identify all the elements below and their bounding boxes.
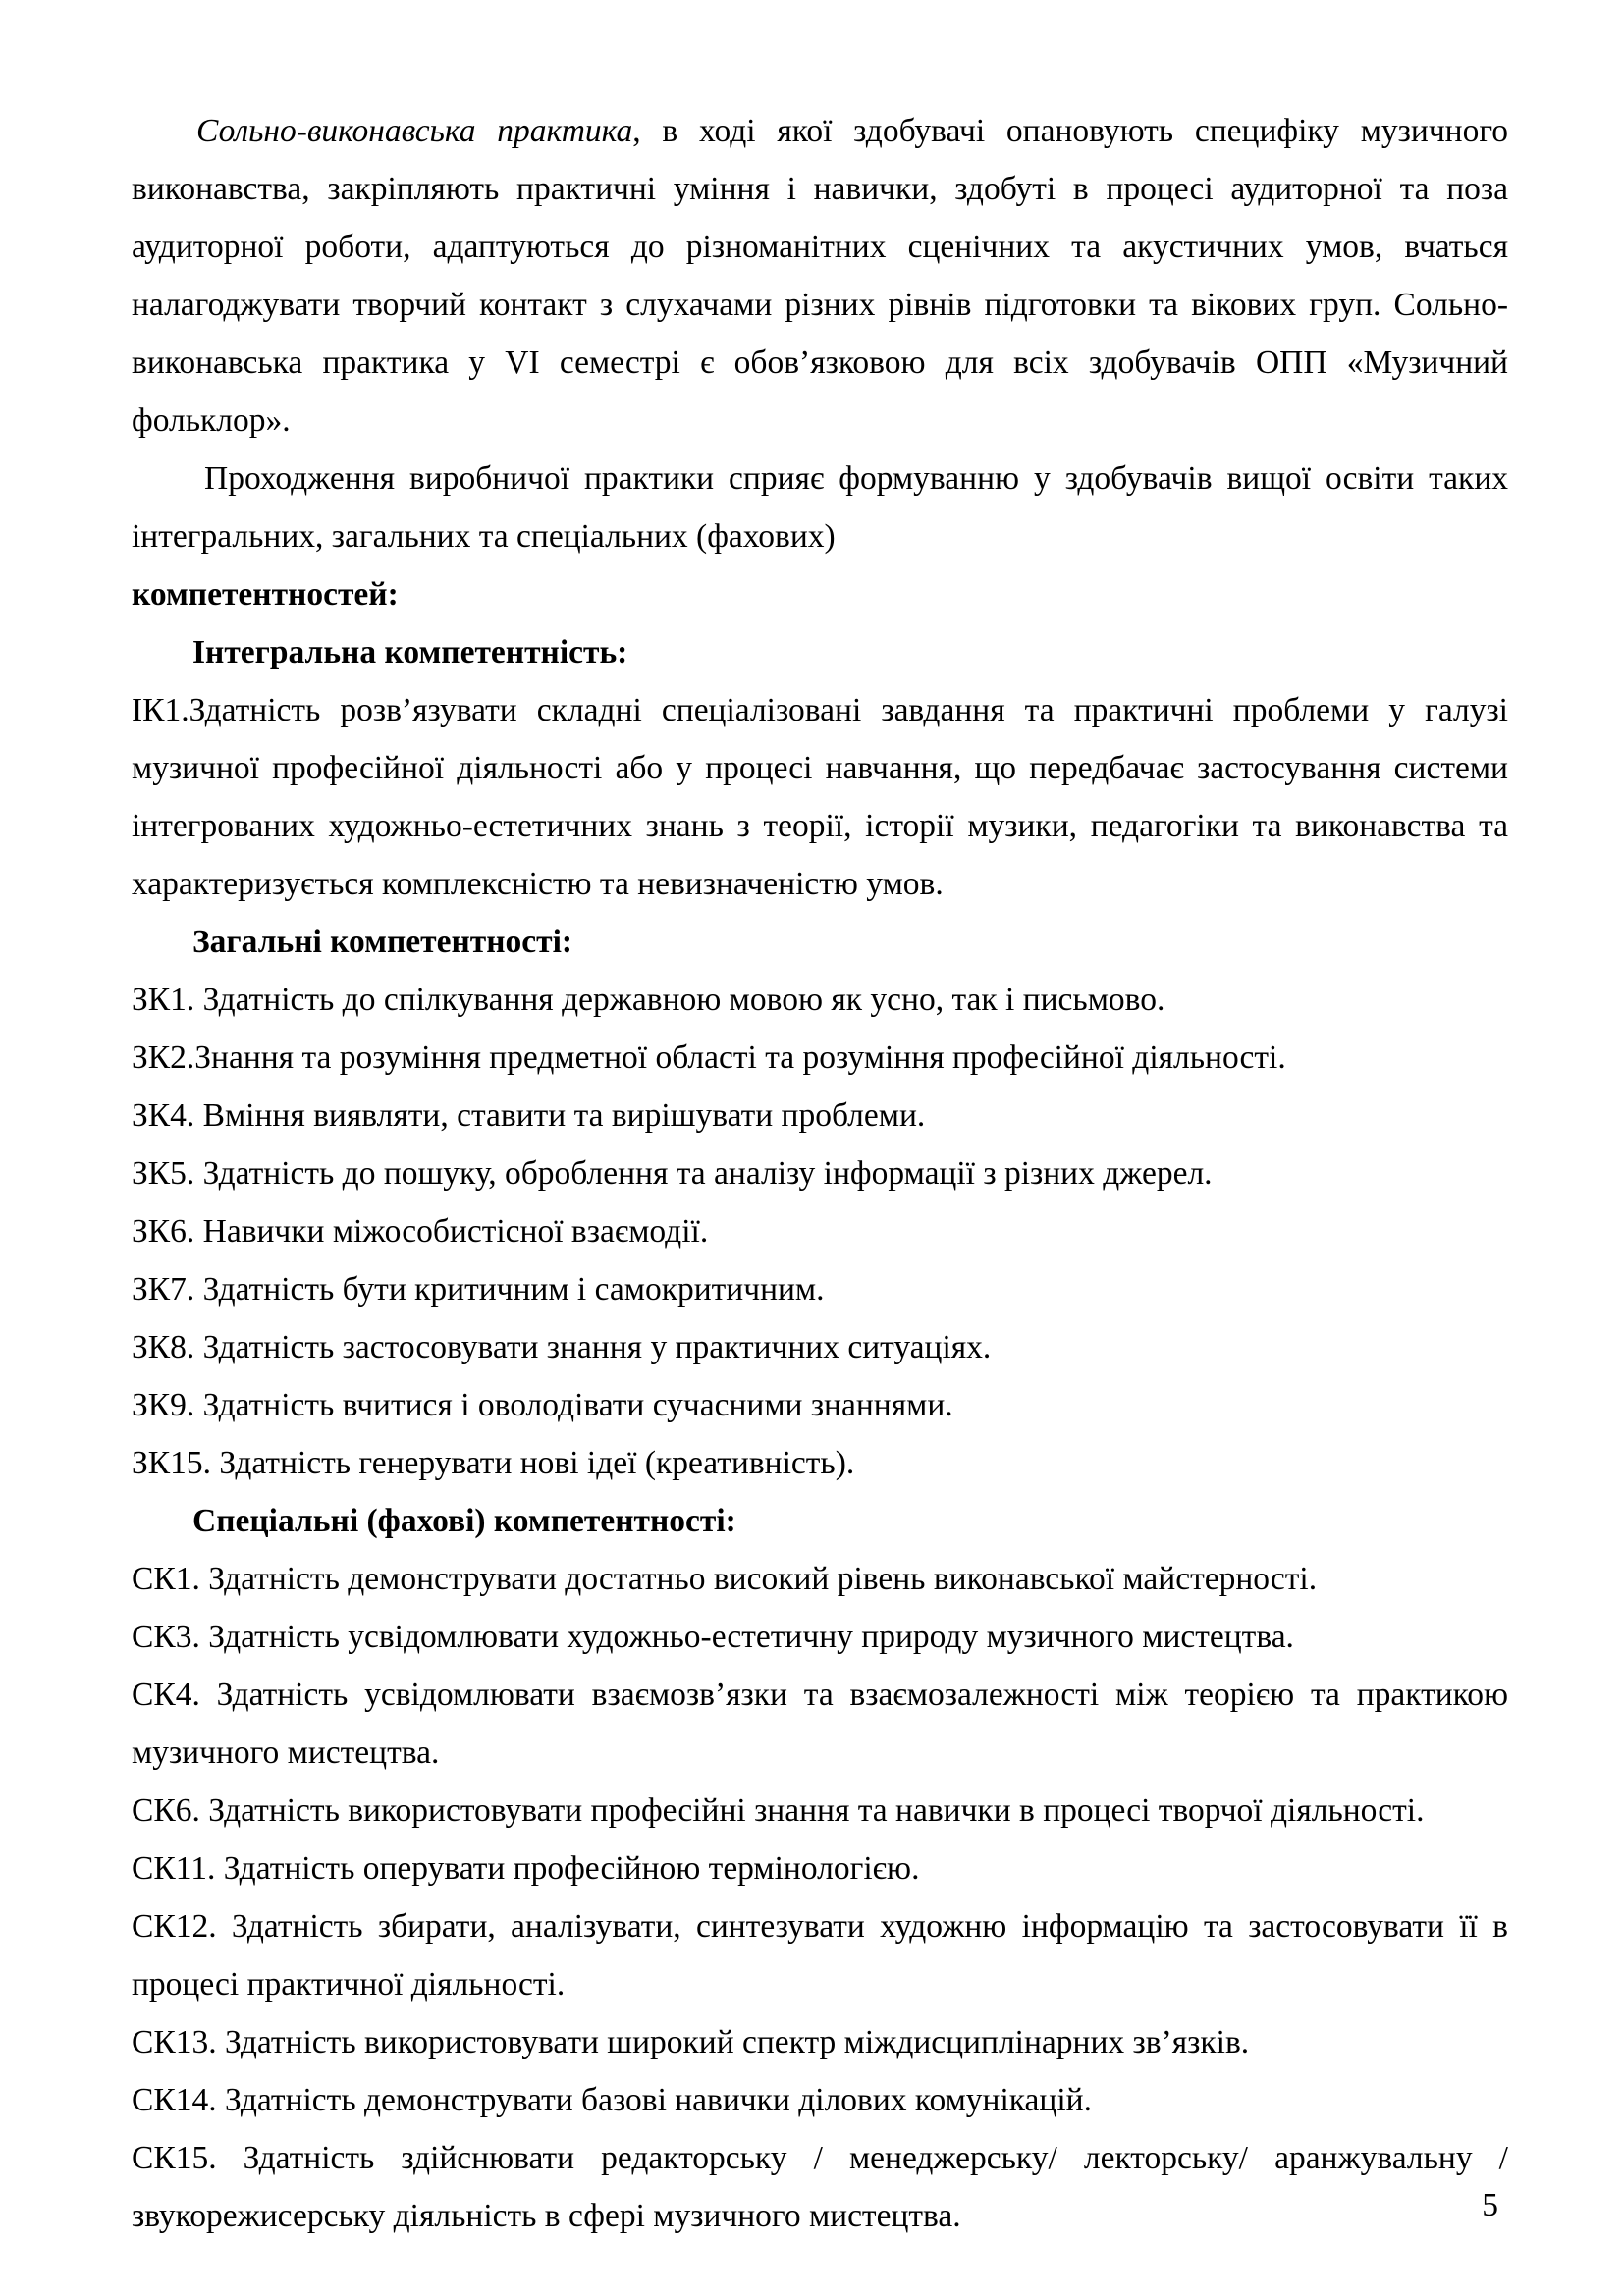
integral-competence-ik1: ІК1.Здатність розв’язувати складні спеціалізовані завдання та практичні проблеми у галузі музичної професійної діяльності або у процесі навчання, що передбачає застосування системи інтегрованих художньо-естетичних знань з теорії, історії музики, педагогіки та виконавства та характеризується комплексністю та невизначеністю умов. xyxy=(132,692,1508,902)
general-competence-zk4: ЗК4. Вміння виявляти, ставити та вирішувати проблеми. xyxy=(132,1097,926,1134)
general-competence-zk15: ЗК15. Здатність генерувати нові ідеї (креативність). xyxy=(132,1445,855,1481)
general-competence-zk1: ЗК1. Здатність до спілкування державною мовою як усно, так і письмово. xyxy=(132,982,1165,1018)
special-competence-sk12: СК12. Здатність збирати, аналізувати, синтезувати художню інформацію та застосовувати її в процесі практичної діяльності. xyxy=(132,1908,1508,2002)
heading-general-competences: Загальні компетентності: xyxy=(192,924,573,960)
emphasized-term: Сольно-виконавська практика xyxy=(196,113,633,149)
paragraph-practice-purpose-text: Проходження виробничої практики сприяє формуванню у здобувачів вищої освіти таких інтегральних, загальних та спеціальних (фахових) xyxy=(132,460,1508,555)
general-competence-zk5: ЗК5. Здатність до пошуку, оброблення та аналізу інформації з різних джерел. xyxy=(132,1155,1213,1192)
general-competence-zk7: ЗК7. Здатність бути критичним і самокритичним. xyxy=(132,1271,825,1308)
paragraph-practice-purpose xyxy=(132,450,1508,565)
general-competence-zk9: ЗК9. Здатність вчитися і оволодівати сучасними знаннями. xyxy=(132,1387,953,1423)
heading-integral-competence: Інтегральна компетентність: xyxy=(192,634,628,670)
document-body xyxy=(132,102,1508,2245)
heading-competences: компетентностей: xyxy=(132,576,399,613)
special-competence-sk3: СК3. Здатність усвідомлювати художньо-естетичну природу музичного мистецтва. xyxy=(132,1619,1294,1655)
general-competence-zk6: ЗК6. Навички міжособистісної взаємодії. xyxy=(132,1213,709,1250)
special-competence-sk1: СК1. Здатність демонструвати достатньо високий рівень виконавської майстерності. xyxy=(132,1561,1318,1597)
special-competence-sk14: СК14. Здатність демонструвати базові навички ділових комунікацій. xyxy=(132,2082,1092,2118)
general-competence-zk2: ЗК2.Знання та розуміння предметної області та розуміння професійної діяльності. xyxy=(132,1040,1286,1076)
special-competence-sk15: СК15. Здатність здійснювати редакторську / менеджерську/ лекторську/ аранжувальну / звукорежисерську діяльність в сфері музичного мистецтва. xyxy=(132,2140,1508,2234)
special-competence-sk13: СК13. Здатність використовувати широкий спектр міждисциплінарних зв’язків. xyxy=(132,2024,1250,2060)
heading-special-competences: Спеціальні (фахові) компетентності: xyxy=(192,1503,736,1539)
special-competence-sk4: СК4. Здатність усвідомлювати взаємозв’язки та взаємозалежності між теорією та практикою музичного мистецтва. xyxy=(132,1677,1508,1771)
special-competence-sk11: СК11. Здатність оперувати професійною термінологією. xyxy=(132,1850,920,1887)
paragraph-solo-practice-rest: , в ході якої здобувачі опановують специфіку музичного виконавства, закріпляють практичні уміння і навички, здобуті в процесі аудиторної та поза аудиторної роботи, адаптуються до різноманітних сценічних та акустичних умов, вчаться налагоджувати творчий контакт з слухачами різних рівнів підготовки та вікових груп. Сольно-виконавська практика у VI семестрі є обов’язковою для всіх здобувачів ОПП «Музичний фольклор». xyxy=(132,113,1508,439)
special-competence-sk6: СК6. Здатність використовувати професійні знання та навички в процесі творчої діяльності. xyxy=(132,1792,1425,1829)
page-number: 5 xyxy=(1482,2187,1498,2223)
general-competence-zk8: ЗК8. Здатність застосовувати знання у практичних ситуаціях. xyxy=(132,1329,992,1365)
paragraph-solo-practice xyxy=(132,102,1508,450)
